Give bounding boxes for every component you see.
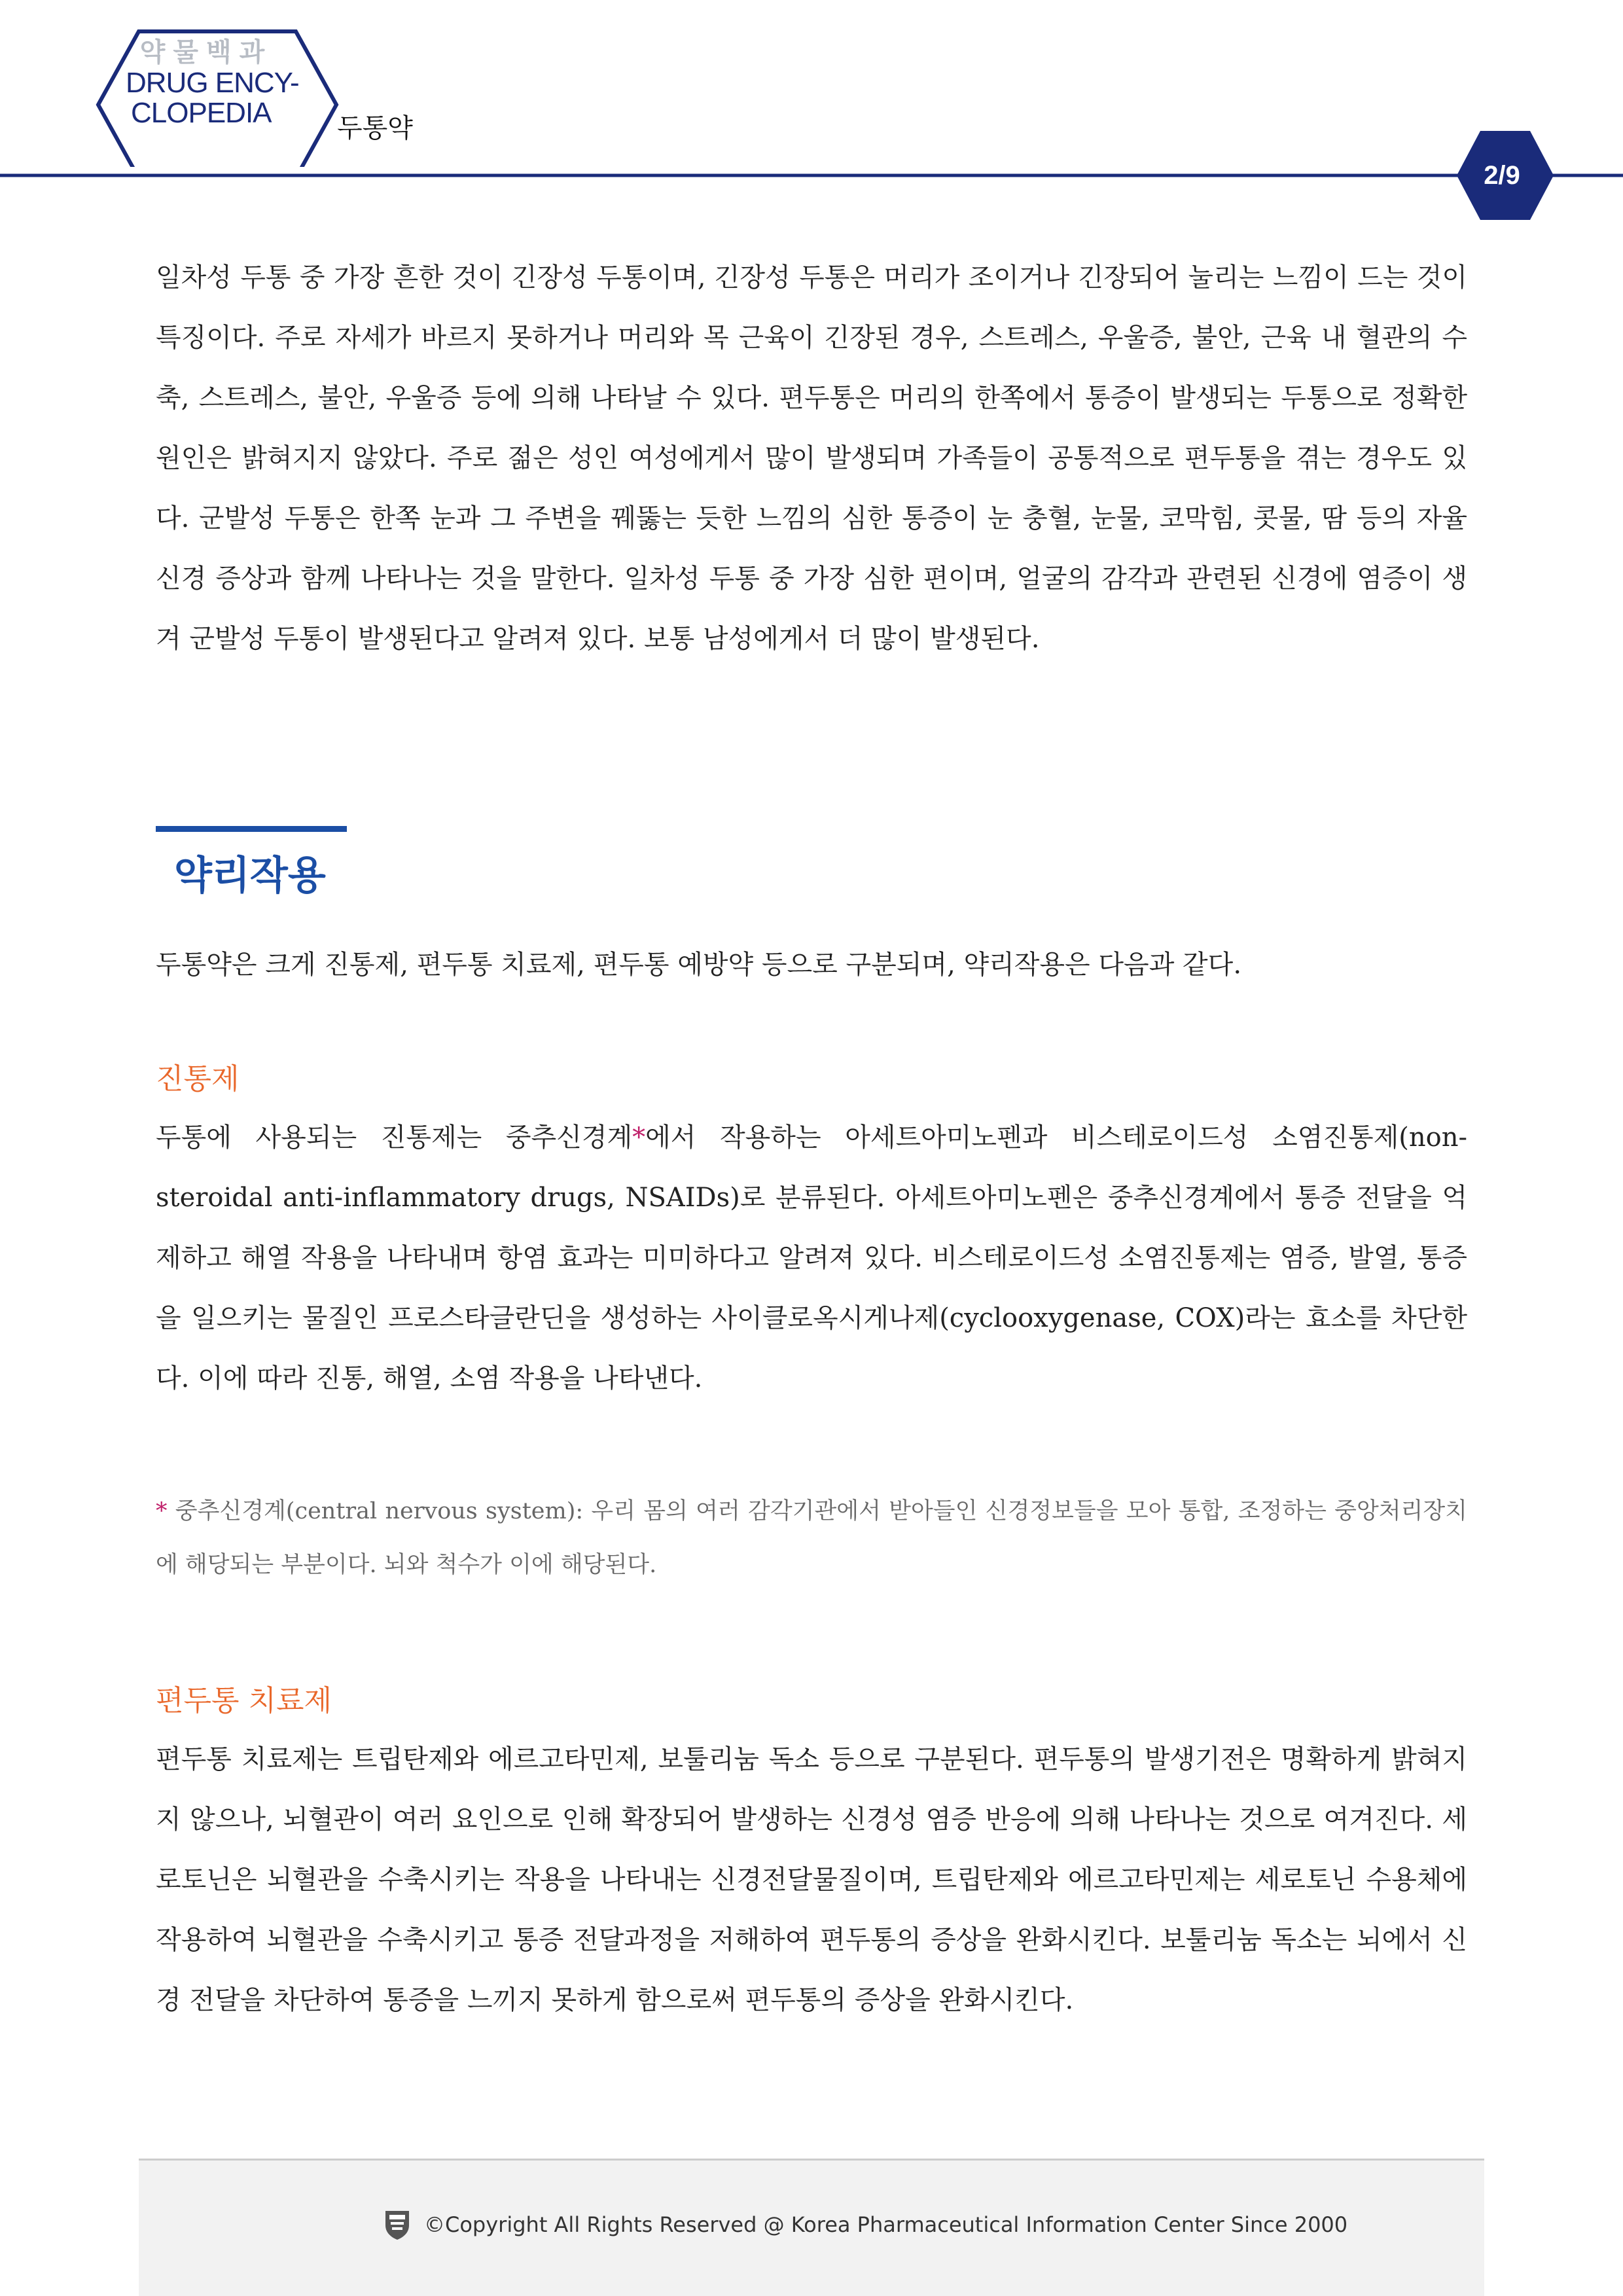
footnote <box>156 1484 1467 1592</box>
footer-copyright: ©Copyright All Rights Reserved @ Korea Pharmaceutical Information Center Since 2000 <box>424 2212 1348 2237</box>
analgesics-text-2: 에서 작용하는 아세트아미노펜과 비스테로이드성 소염진통제(non-steroidal anti-inflammatory drugs, NSAIDs)로 분류된다. 아세트아미노펜은 중추신경계에서 통증 전달을 억제하고 해열 작용을 나타내며 항염 효과는 미미하다고 알려져 있다. 비스테로이드성 소염진통제는 염증, 발열, 통증을 일으키는 물질인 프로스타글란딘을 생성하는 사이클로옥시게나제(cyclooxygenase, COX)라는 효소를 차단한다. 이에 따라 진통, 해열, 소염 작용을 나타낸다. <box>156 1122 1467 1393</box>
section-intro: 두통약은 크게 진통제, 편두통 치료제, 편두통 예방약 등으로 구분되며, 약리작용은 다음과 같다. <box>156 950 1242 980</box>
section-title: 약리작용 <box>174 853 326 899</box>
logo-english-line-2: CLOPEDIA <box>131 97 272 129</box>
logo-mask <box>99 167 335 180</box>
migraine-treatment-paragraph: 편두통 치료제는 트립탄제와 에르고타민제, 보툴리눔 독소 등으로 구분된다. 편두통의 발생기전은 명확하게 밝혀지지 않으나, 뇌혈관이 여러 요인으로 인해 확장되어 발생하는 신경성 염증 반응에 의해 나타나는 것으로 여겨진다. 세로토닌은 뇌혈관을 수축시키는 작용을 나타내는 신경전달물질이며, 트립탄제와 에르고타민제는 세로토닌 수용체에 작용하여 뇌혈관을 수축시키고 통증 전달과정을 저해하여 편두통의 증상을 완화시킨다. 보툴리눔 독소는 뇌에서 신경 전달을 차단하여 통증을 느끼지 못하게 함으로써 편두통의 증상을 완화시킨다. <box>156 1744 1467 2015</box>
logo-english-line-1: DRUG ENCY- <box>126 67 299 99</box>
analgesics-title: 진통제 <box>156 1062 240 1096</box>
intro-paragraph: 일차성 두통 중 가장 흔한 것이 긴장성 두통이며, 긴장성 두통은 머리가 조이거나 긴장되어 눌리는 느낌이 드는 것이 특징이다. 주로 자세가 바르지 못하거나 머리와 목 근육이 긴장된 경우, 스트레스, 우울증, 불안, 근육 내 혈관의 수축, 스트레스, 불안, 우울증 등에 의해 나타날 수 있다. 편두통은 머리의 한쪽에서 통증이 발생되는 두통으로 정확한 원인은 밝혀지지 않았다. 주로 젊은 성인 여성에게서 많이 발생되며 가족들이 공통적으로 편두통을 겪는 경우도 있다. 군발성 두통은 한쪽 눈과 그 주변을 꿰뚫는 듯한 느낌의 심한 통증이 눈 충혈, 눈물, 코막힘, 콧물, 땀 등의 자율신경 증상과 함께 나타나는 것을 말한다. 일차성 두통 중 가장 심한 편이며, 얼굴의 감각과 관련된 신경에 염증이 생겨 군발성 두통이 발생된다고 알려져 있다. 보통 남성에게서 더 많이 발생된다. <box>156 262 1467 654</box>
migraine-treatment-title: 편두통 치료제 <box>156 1684 332 1717</box>
header-title: 두통약 <box>337 113 413 143</box>
footnote-asterisk: * <box>156 1498 168 1524</box>
shield-crest-icon <box>383 2208 412 2241</box>
analgesics-paragraph <box>156 1107 1467 1408</box>
footnote-text: 중추신경계(central nervous system): 우리 몸의 여러 감각기관에서 받아들인 신경정보들을 모아 통합, 조정하는 중앙처리장치에 해당되는 부분이다. 뇌와 척수가 이에 해당된다. <box>156 1498 1467 1578</box>
logo-korean-text: 약물백과 <box>139 37 273 67</box>
page-number: 2/9 <box>1484 161 1520 190</box>
analgesics-text-1: 두통에 사용되는 진통제는 중추신경계 <box>156 1122 633 1153</box>
section-accent-bar <box>156 826 347 832</box>
footnote-marker: * <box>632 1122 646 1153</box>
